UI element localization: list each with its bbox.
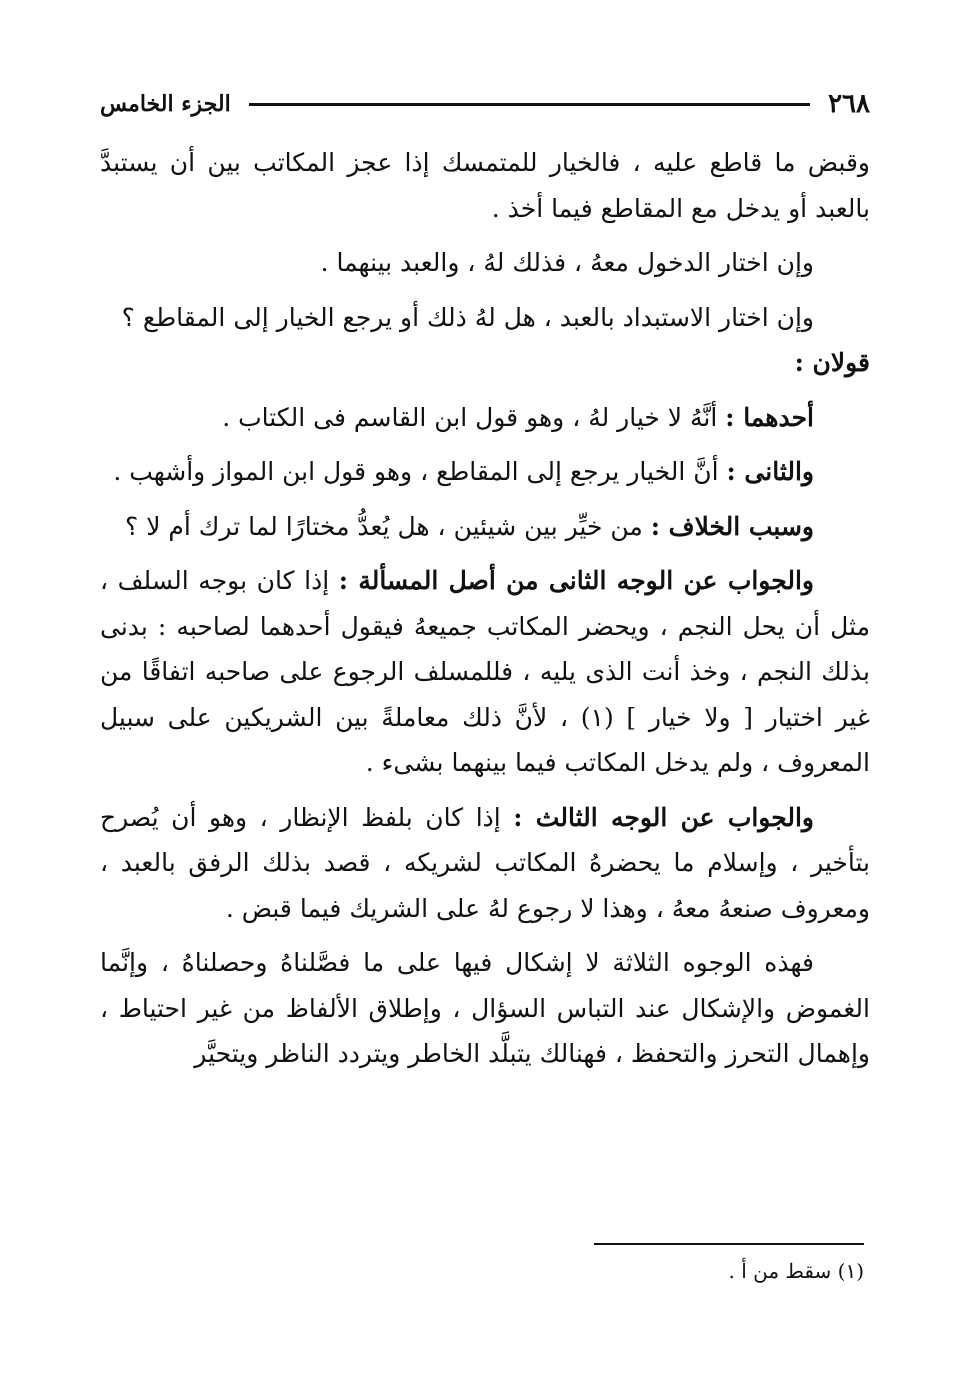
paragraph-lead: والجواب عن الوجه الثالث : [513,802,814,832]
paragraph [100,295,870,341]
paragraph-lead: قولان : [794,348,870,377]
paragraph-text: إذا كان بوجه السلف ، مثل أن يحل النجم ، ويحضر المكاتب جميعهُ فيقول أحدهما لصاحبه : بدنى بذلك النجم ، وخذ أنت الذى يليه ، فللمسلف الرجوع على صاحبه اتفاقًا من غير اختيار [ ولا خيار ] (١) ، لأنَّ ذلك معاملةً بين الشريكين على سبيل المعروف ، ولم يدخل المكاتب فيما بينهما بشىء . [100,566,870,777]
paragraph-lead: وسبب الخلاف : [650,511,814,541]
paragraph-lead: أحدهما : [725,402,814,432]
paragraph-lead: والثانى : [726,457,814,486]
paragraph [100,449,870,495]
footnote: (١) سقط من أ . [728,1259,864,1283]
paragraph [100,558,870,786]
paragraph-text: وقبض ما قاطع عليه ، فالخيار للمتمسك إذا عجز المكاتب بين أن يستبدَّ بالعبد أو يدخل مع المقاطع فيما أخذ . [100,148,870,223]
paragraph [100,240,870,286]
running-title: الجزء الخامس [100,91,231,117]
page-number: ٢٦٨ [828,89,870,119]
paragraph-text: من خيِّر بين شيئين ، هل يُعدُّ مختارًا لما ترك أم لا ؟ [125,511,651,541]
paragraph [100,795,870,932]
paragraph [100,140,870,231]
paragraph-text: وإن اختار الاستبداد بالعبد ، هل لهُ ذلك أو يرجع الخيار إلى المقاطع ؟ [121,302,814,332]
paragraph [100,340,870,386]
paragraph [100,395,870,441]
paragraph-text: إذا كان بلفظ الإنظار ، وهو أن يُصرح بتأخير ، وإسلام ما يحضرهُ المكاتب لشريكه ، قصد بذلك الرفق بالعبد ، ومعروف صنعهُ معهُ ، وهذا لا رجوع لهُ على الشريك فيما قبض . [100,802,870,923]
page-body [100,140,870,1086]
footnote-rule [594,1243,864,1245]
page-header [100,84,870,124]
paragraph [100,940,870,1077]
paragraph [100,504,870,550]
paragraph-text: أنَّهُ لا خيار لهُ ، وهو قول ابن القاسم فى الكتاب . [222,402,726,432]
paragraph-text: أنَّ الخيار يرجع إلى المقاطع ، وهو قول ابن المواز وأشهب . [113,457,727,486]
header-rule [249,103,810,106]
paragraph-text: فهذه الوجوه الثلاثة لا إشكال فيها على ما فصَّلناهُ وحصلناهُ ، وإنَّما الغموض والإشكال عند التباس السؤال ، وإطلاق الألفاظ من غير احتياط ، وإهمال التحرز والتحفظ ، فهنالك يتبلَّد الخاطر ويتردد الناظر ويتحيَّر [100,948,870,1068]
paragraph-text: وإن اختار الدخول معهُ ، فذلك لهُ ، والعبد بينهما . [320,248,814,277]
paragraph-lead: والجواب عن الوجه الثانى من أصل المسألة : [338,566,814,595]
